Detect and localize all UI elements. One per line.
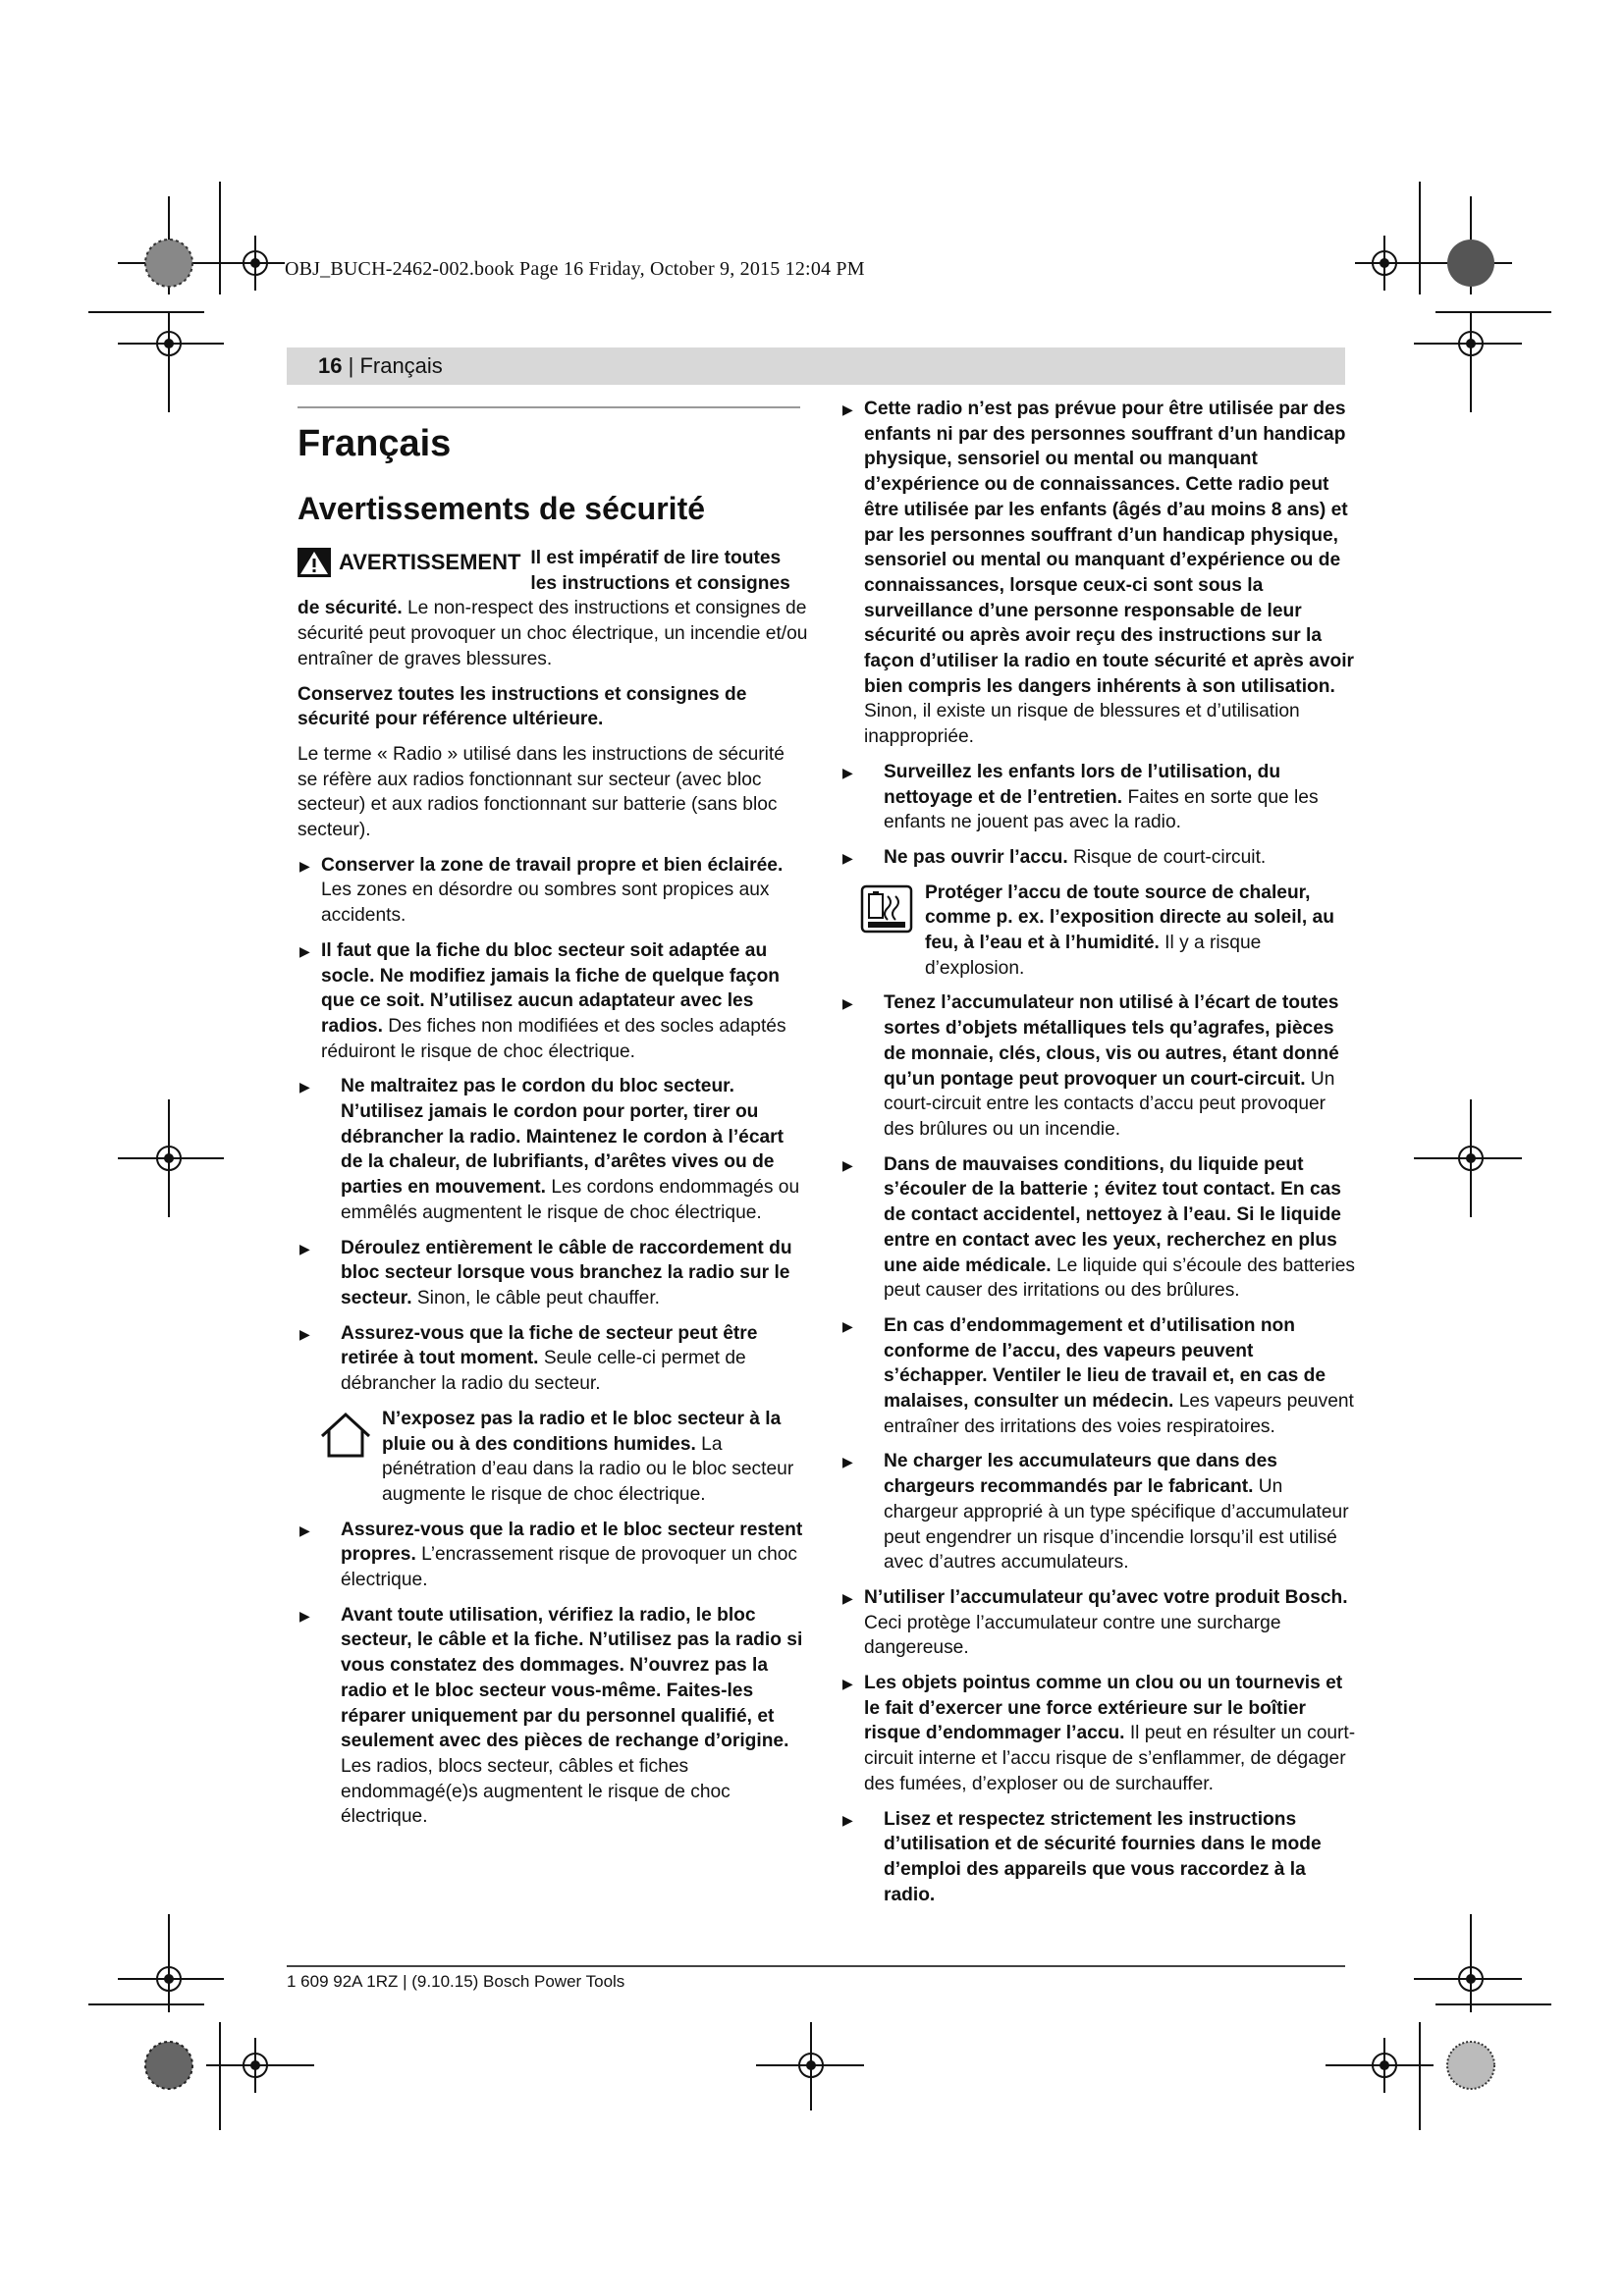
item-lead: Ne maltraitez pas le cordon du bloc secteur. N’utilisez jamais le cordon pour porter, tirer ou débrancher la radio. Maintenez le cordon à l’écart de la chaleur, de lubrifiants, d’arêtes vives ou de parties en mouvement. <box>341 1076 785 1199</box>
list-item <box>840 1152 1357 1304</box>
radio-term-notice: Le terme « Radio » utilisé dans les instructions de sécurité se réfère aux radios fonctionnant sur secteur (avec bloc secteur) et aux radios fonctionnant sur batterie (sans bloc secteur). <box>298 743 785 841</box>
print-header: OBJ_BUCH-2462-002.book Page 16 Friday, October 9, 2015 12:04 PM <box>285 258 865 280</box>
bullet-arrow-icon: ▶ <box>299 1325 310 1342</box>
note-text: Il y a risque d’explosion. <box>925 933 1262 979</box>
item-lead: Les objets pointus comme un clou ou un tournevis et le fait d’exercer une force extérieure sur le boîtier risque d’endommager l’accu. <box>864 1673 1343 1744</box>
running-head-section: Français <box>359 353 443 378</box>
note-lead: N’exposez pas la radio et le bloc secteur à la pluie ou à des conditions humides. <box>382 1408 782 1455</box>
item-lead: Ne charger les accumulateurs que dans des chargeurs recommandés par le fabricant. <box>884 1451 1277 1498</box>
item-lead: Tenez l’accumulateur non utilisé à l’écart de toutes sortes d’objets métalliques tels qu’agrafes, pièces de monnaie, clés, clous, vis ou autres, étant donné qu’un pontage peut provoquer un court-circuit. <box>884 992 1339 1090</box>
left-column <box>298 402 808 1840</box>
item-text: Un court-circuit entre les contacts d’accu peut provoquer des brûlures ou un incendie. <box>884 1068 1335 1140</box>
bullet-arrow-icon: ▶ <box>299 1607 310 1624</box>
warning-text: Le non-respect des instructions et consignes de sécurité peut provoquer un choc électrique, un incendie et/ou entraîner de graves blessures. <box>298 598 808 669</box>
bullet-arrow-icon: ▶ <box>842 1317 853 1334</box>
list-item <box>840 1313 1357 1440</box>
bullet-arrow-icon: ▶ <box>842 1811 853 1828</box>
bullet-arrow-icon: ▶ <box>842 1156 853 1173</box>
item-lead: Ne pas ouvrir l’accu. <box>884 846 1068 868</box>
item-text: Ceci protège l’accumulateur contre une surcharge dangereuse. <box>864 1612 1281 1659</box>
list-item <box>840 397 1357 750</box>
list-item <box>298 1603 808 1830</box>
page-title: Français <box>298 423 452 464</box>
title-rule <box>298 406 800 408</box>
item-text: Risque de court-circuit. <box>1067 846 1267 868</box>
note-text: La pénétration d’eau dans la radio ou le bloc secteur augmente le risque de choc électrique. <box>382 1433 794 1505</box>
item-text: Les radios, blocs secteur, câbles et fiches endommagé(e)s augmentent le risque de choc électrique. <box>341 1755 731 1828</box>
list-item <box>298 1518 808 1593</box>
list-item <box>840 990 1357 1142</box>
list-item <box>298 1236 808 1311</box>
left-safety-list <box>298 853 808 1830</box>
item-text: Sinon, le câble peut chauffer. <box>411 1287 661 1308</box>
item-text: Les vapeurs peuvent entraîner des irritations des voies respiratoires. <box>884 1391 1354 1437</box>
bullet-arrow-icon: ▶ <box>299 1522 310 1538</box>
warning-badge <box>298 548 520 577</box>
list-item <box>840 1671 1357 1797</box>
bullet-arrow-icon: ▶ <box>842 1589 853 1606</box>
item-text: Faites en sorte que les enfants ne jouent pas avec la radio. <box>884 786 1319 833</box>
item-lead: Avant toute utilisation, vérifiez la radio, le bloc secteur, le câble et la fiche. N’utilisez pas la radio si vous constatez des dommages. N’ouvrez pas la radio et le bloc secteur vous-même. Faites-les réparer uniquement par du personnel qualifié, et seulement avec des pièces de rechange d’origine. <box>341 1604 803 1752</box>
note-lead: Protéger l’accu de toute source de chaleur, comme p. ex. l’exposition directe au soleil, au feu, à l’eau et à l’humidité. <box>925 881 1334 954</box>
item-lead: Surveillez les enfants lors de l’utilisation, du nettoyage et de l’entretien. <box>884 761 1281 808</box>
bullet-arrow-icon: ▶ <box>842 764 853 780</box>
list-item <box>298 853 808 929</box>
item-lead: Lisez et respectez strictement les instructions d’utilisation et de sécurité fournies dans le mode d’emploi des appareils que vous raccordez à la radio. <box>884 1808 1322 1905</box>
item-lead: Dans de mauvaises conditions, du liquide peut s’écouler de la batterie ; évitez tout contact. En cas de contact accidentel, nettoyez à l’eau. Si le liquide entre en contact avec les yeux, recherchez en plus une aide médicale. <box>884 1153 1341 1276</box>
list-item <box>840 845 1357 871</box>
warning-label: AVERTISSEMENT <box>339 550 521 575</box>
list-item <box>298 1321 808 1397</box>
bullet-arrow-icon: ▶ <box>842 995 853 1012</box>
item-lead: Déroulez entièrement le câble de raccordement du bloc secteur lorsque vous branchez la radio sur le secteur. <box>341 1237 792 1308</box>
battery-heat-note <box>860 881 1357 982</box>
warning-paragraph <box>298 546 808 672</box>
bullet-arrow-icon: ▶ <box>299 1079 310 1095</box>
footer-rule <box>287 1965 1345 1967</box>
list-item <box>840 760 1357 835</box>
item-lead: Assurez-vous que la fiche de secteur peut être retirée à tout moment. <box>341 1322 758 1369</box>
list-item <box>298 938 808 1065</box>
item-text: L’encrassement risque de provoquer un choc électrique. <box>341 1544 798 1591</box>
item-text: Le liquide qui s’écoule des batteries peut causer des irritations ou des brûlures. <box>884 1255 1355 1302</box>
item-text: Seule celle-ci permet de débrancher la radio du secteur. <box>341 1348 746 1395</box>
bullet-arrow-icon: ▶ <box>842 1454 853 1470</box>
item-lead: Conserver la zone de travail propre et bien éclairée. <box>321 854 784 876</box>
list-item <box>840 1807 1357 1908</box>
warning-lead: Il est impératif de lire toutes les instructions et consignes de sécurité. <box>298 548 790 619</box>
running-head-separator: | <box>342 353 360 378</box>
item-lead: En cas d’endommagement et d’utilisation non conforme de l’accu, des vapeurs peuvent s’échapper. Ventiler le lieu de travail et, en cas de malaises, consulter un médecin. <box>884 1314 1326 1413</box>
item-lead: N’utiliser l’accumulateur qu’avec votre produit Bosch. <box>864 1586 1348 1608</box>
item-text: Des fiches non modifiées et des socles adaptés réduiront le risque de choc électrique. <box>321 1015 786 1062</box>
list-item <box>840 1449 1357 1575</box>
running-head <box>287 347 1345 385</box>
bullet-arrow-icon: ▶ <box>299 857 310 874</box>
page-number: 16 <box>318 353 343 378</box>
bullet-arrow-icon: ▶ <box>299 1240 310 1256</box>
house-indoor-icon <box>319 1411 372 1460</box>
item-lead: Cette radio n’est pas prévue pour être utilisée par des enfants ni par des personnes souffrant d’un handicap physique, sensoriel ou mental ou manquant d’expérience ou de connaissances. Cette radio peut être utilisée par les enfants (âgés d’au moins 8 ans) et par les personnes souffrant d’un handicap physique, sensoriel ou mental ou manquant d’expérience ou de connaissances, lorsque ceux-ci sont sous la surveillance d’une personne responsable de leur sécurité ou après avoir reçu des instructions sur la façon d’utiliser la radio en toute sécurité et après avoir bien compris les dangers inhérents à son utilisation. <box>864 399 1355 697</box>
page-footer: 1 609 92A 1RZ | (9.10.15) Bosch Power Tools <box>287 1972 625 1991</box>
item-text: Les cordons endommagés ou emmêlés augmentent le risque de choc électrique. <box>341 1177 800 1223</box>
bullet-arrow-icon: ▶ <box>842 1676 853 1692</box>
item-lead: Assurez-vous que la radio et le bloc secteur restent propres. <box>341 1519 803 1566</box>
right-column <box>840 397 1357 1917</box>
item-text: Sinon, il existe un risque de blessures et d’utilisation inappropriée. <box>864 701 1300 748</box>
item-text: Un chargeur approprié à un type spécifique d’accumulateur peut engendrer un risque d’incendie lorsqu’il est utilisé avec d’autres accumulateurs. <box>884 1476 1349 1574</box>
list-item <box>298 1074 808 1225</box>
bullet-arrow-icon: ▶ <box>842 849 853 866</box>
list-item <box>840 1585 1357 1661</box>
item-text: Il peut en résulter un court-circuit interne et l’accu risque de s’enflammer, de dégager des fumées, d’exploser ou de surchauffer. <box>864 1723 1356 1794</box>
warning-triangle-icon <box>298 548 331 577</box>
bullet-arrow-icon: ▶ <box>842 401 853 417</box>
battery-heat-icon <box>860 884 913 934</box>
item-lead: Il faut que la fiche du bloc secteur soit adaptée au socle. Ne modifiez jamais la fiche de quelque façon que ce soit. N’utilisez aucun adaptateur avec les radios. <box>321 939 781 1037</box>
section-title: Avertissements de sécurité <box>298 491 706 526</box>
item-text: Les zones en désordre ou sombres sont propices aux accidents. <box>321 880 770 927</box>
indoor-use-note <box>319 1407 808 1508</box>
keep-instructions-notice: Conservez toutes les instructions et consignes de sécurité pour référence ultérieure. <box>298 683 747 730</box>
bullet-arrow-icon: ▶ <box>299 942 310 959</box>
